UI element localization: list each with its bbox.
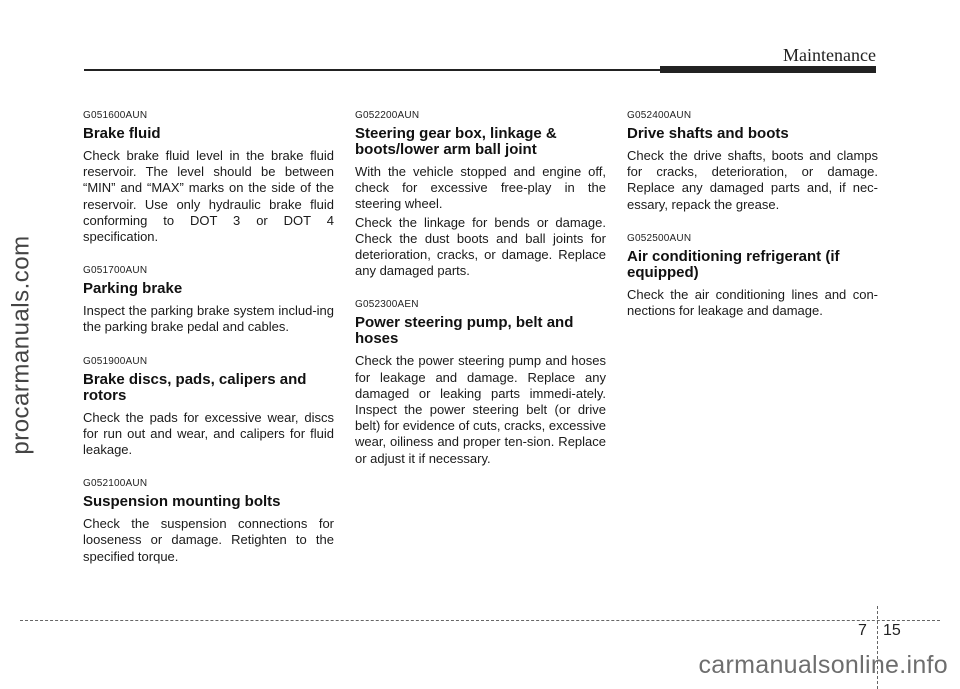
section-code: G052100AUN	[83, 478, 148, 490]
section-air-conditioning	[627, 233, 878, 319]
section-body	[355, 353, 606, 466]
body-paragraph: Check the pads for excessive wear, discs for run out and wear, and calipers for fluid leakage.	[83, 409, 334, 458]
section-brake-discs	[83, 356, 334, 459]
body-paragraph: Check the suspension connections for looseness or damage. Retighten to the specified torque.	[83, 516, 334, 564]
footer-dashed-rule	[20, 620, 940, 621]
body-paragraph: Check the power steering pump and hoses for leakage and damage. Replace any damaged or leaking parts immedi-ately. Inspect the power steering belt (or drive belt) for evidence of cuts, cracks, excessive wear, oiliness and proper ten-sion. Replace or adjust it if necessary.	[355, 353, 606, 466]
section-code: G051900AUN	[83, 355, 148, 367]
section-steering-gear	[355, 110, 606, 279]
column-3	[627, 110, 878, 339]
section-code: G052400AUN	[627, 110, 692, 121]
section-power-steering	[355, 299, 606, 466]
chapter-number: 7	[858, 622, 867, 639]
page-number: 15	[883, 622, 901, 639]
section-drive-shafts	[627, 110, 878, 213]
section-code: G052300AEN	[355, 299, 419, 311]
section-body	[83, 516, 334, 565]
body-paragraph: With the vehicle stopped and engine off, check for excessive free-play in the steering wheel.	[355, 164, 606, 212]
section-body	[83, 303, 334, 335]
section-title: Steering gear box, linkage & boots/lower arm ball joint	[355, 125, 557, 158]
section-title: Brake discs, pads, calipers and rotors	[83, 370, 307, 404]
side-watermark	[2, 0, 42, 689]
section-code: G052200AUN	[355, 110, 420, 121]
section-parking-brake	[83, 265, 334, 335]
column-2	[355, 110, 606, 487]
body-paragraph: Check brake fluid level in the brake fluid reservoir. The level should be between “MIN” and “MAX” marks on the side of the reservoir. Use only hydraulic brake fluid conforming to DOT 3 or DOT 4 specification.	[83, 148, 334, 245]
column-1	[83, 110, 334, 585]
body-paragraph: Check the air conditioning lines and con-nections for leakage and damage.	[627, 286, 878, 319]
header-rule	[84, 69, 660, 71]
section-brake-fluid	[83, 110, 334, 245]
header-bar	[660, 66, 876, 73]
section-body	[83, 410, 334, 459]
body-paragraph: Inspect the parking brake system includ-ing the parking brake pedal and cables.	[83, 303, 334, 335]
body-paragraph: Check the drive shafts, boots and clamps for cracks, deterioration, or damage. Replace any damaged parts and, if nec-essary, repack the grease.	[627, 148, 878, 212]
section-body	[355, 164, 606, 279]
section-title: Drive shafts and boots	[627, 125, 789, 142]
section-body	[627, 287, 878, 319]
section-code: G052500AUN	[627, 232, 692, 244]
body-paragraph: Check the linkage for bends or damage. Check the dust boots and ball joints for deterioration, cracks, or damage. Replace any damaged parts.	[355, 214, 606, 279]
section-title: Suspension mounting bolts	[83, 493, 281, 511]
section-title: Power steering pump, belt and hoses	[355, 314, 574, 348]
section-code: G051600AUN	[83, 110, 148, 121]
bottom-watermark: carmanualsonline.info	[698, 651, 948, 679]
section-code: G051700AUN	[83, 265, 148, 277]
section-body	[83, 148, 334, 245]
section-title: Brake fluid	[83, 125, 161, 142]
section-title: Parking brake	[83, 280, 183, 298]
section-title: Air conditioning refrigerant (if equipped)	[627, 247, 840, 281]
section-suspension-bolts	[83, 478, 334, 565]
side-watermark-text: procarmanuals.com	[8, 234, 35, 455]
page-header-title: Maintenance	[783, 45, 876, 65]
section-body	[627, 148, 878, 213]
